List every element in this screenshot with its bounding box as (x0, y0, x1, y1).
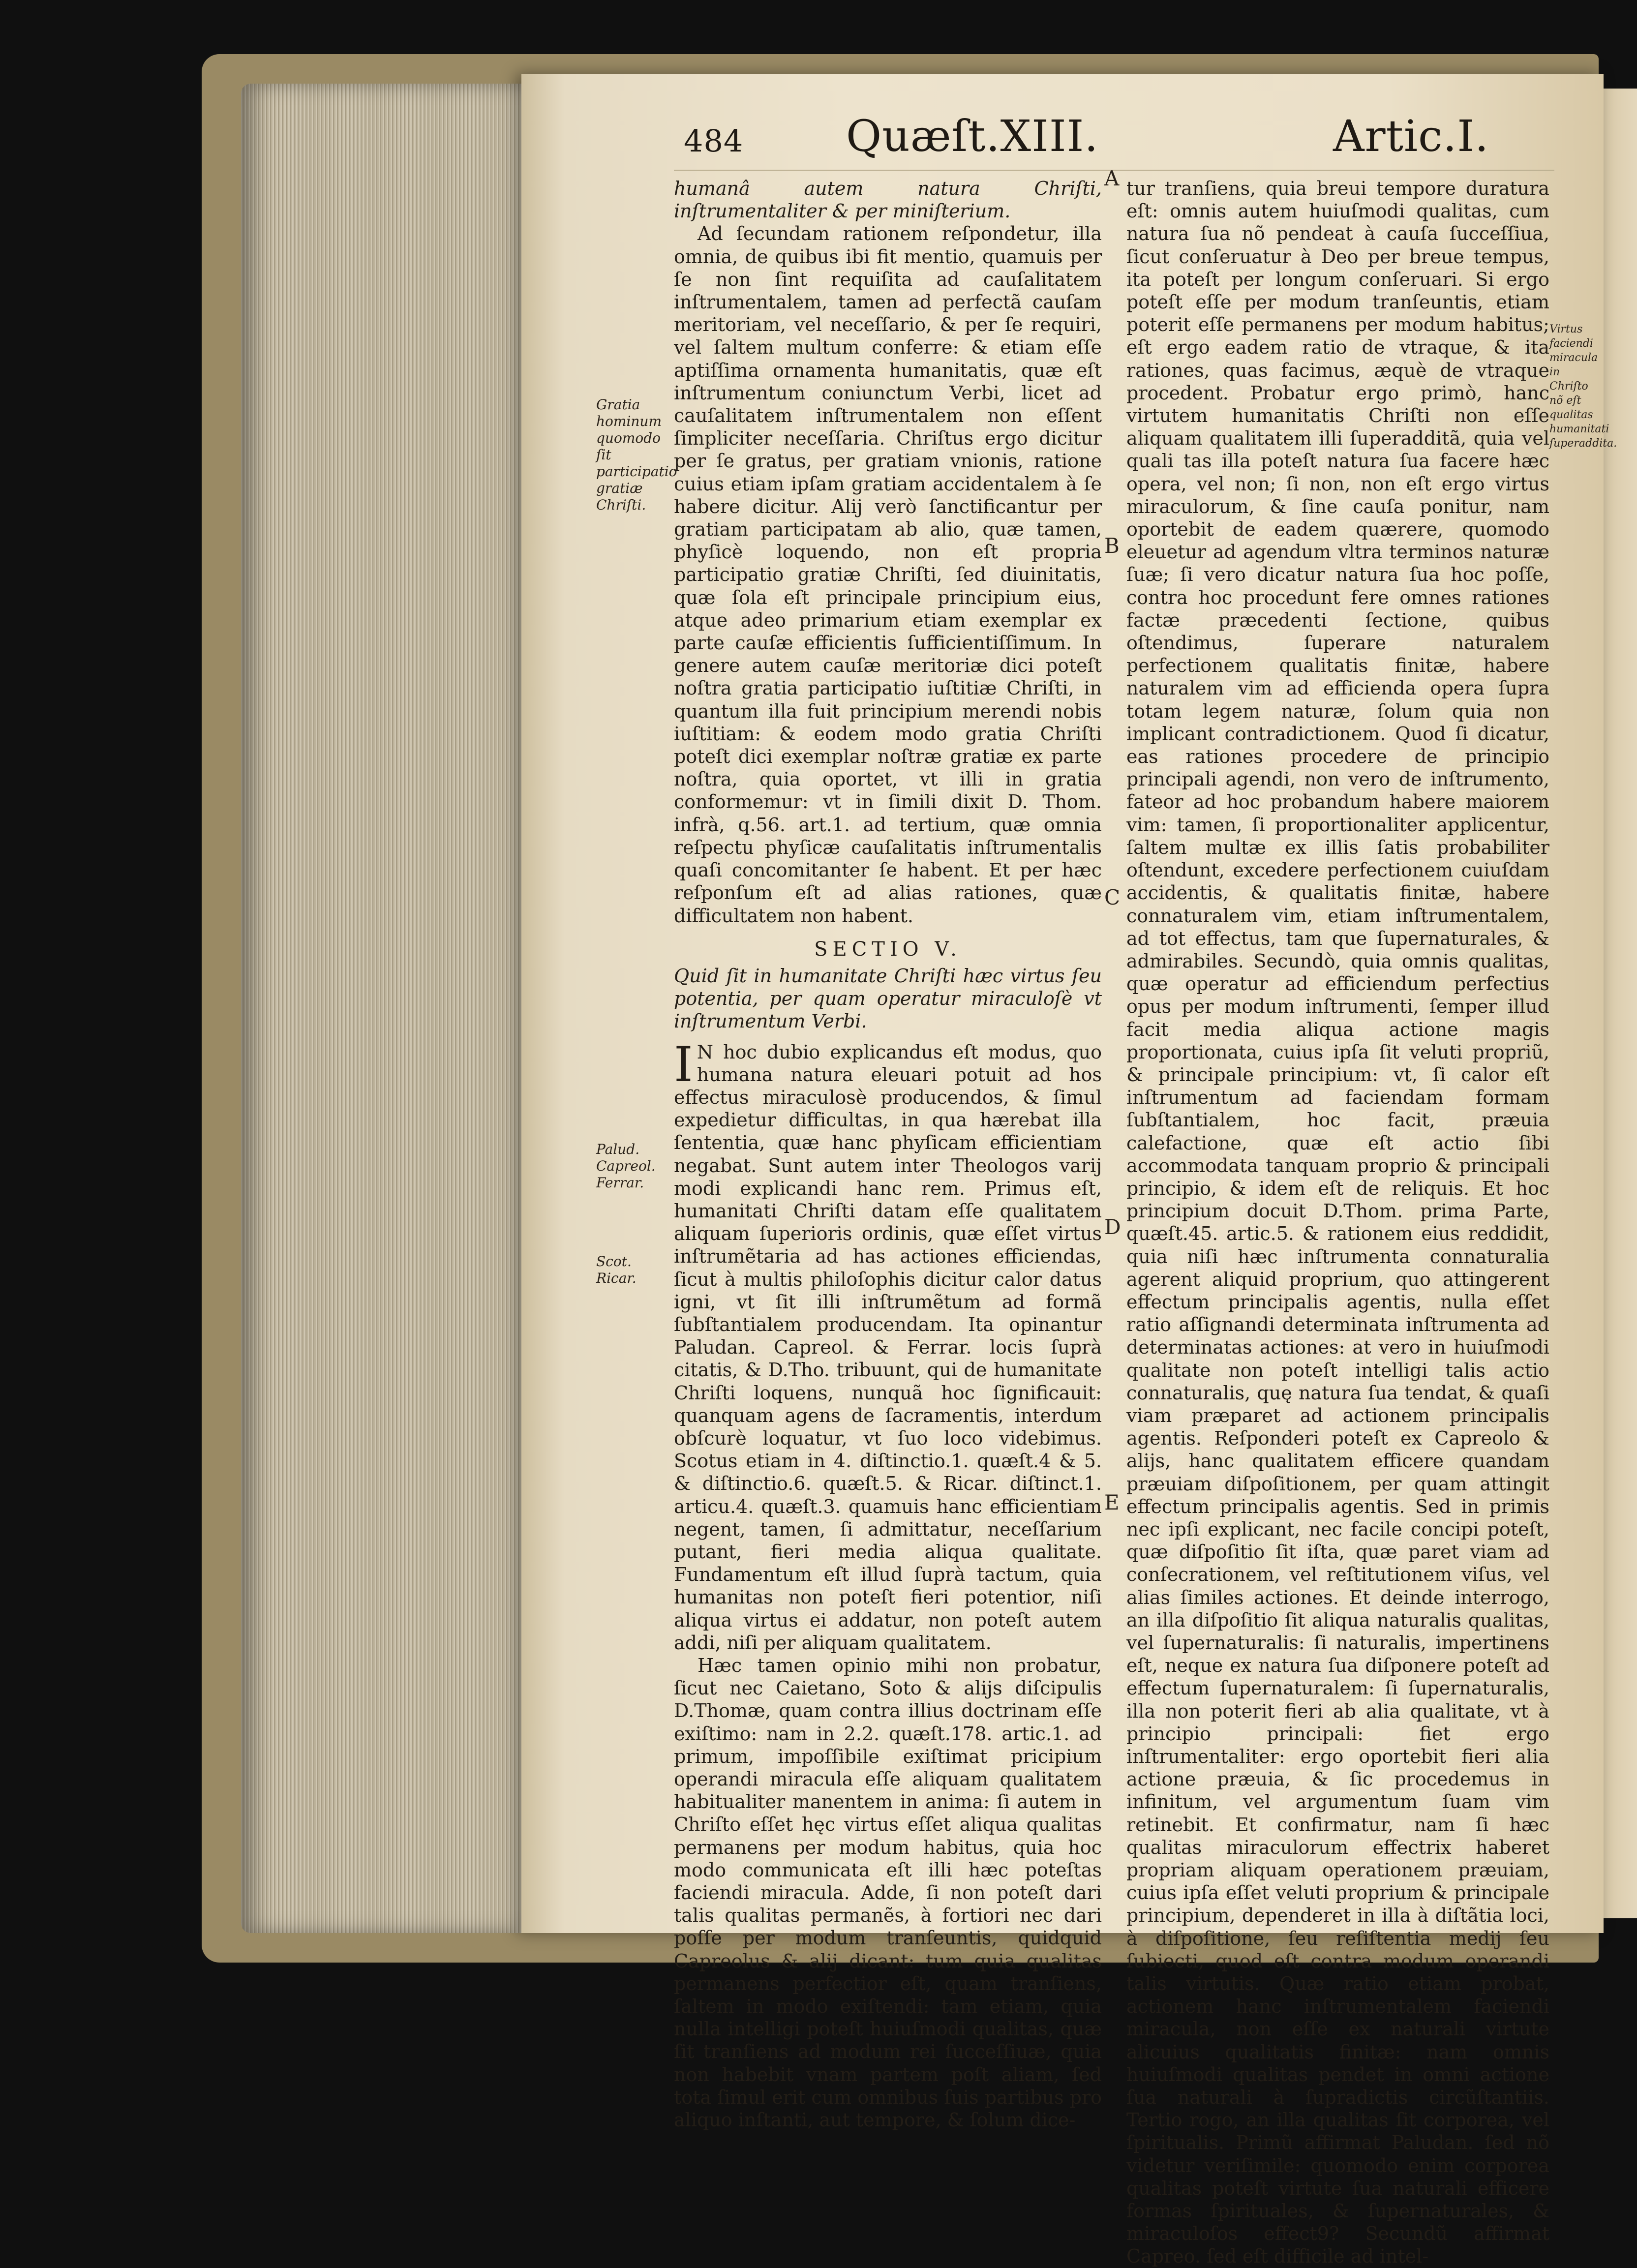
question-heading: Quæſt.XIII. (846, 111, 1099, 161)
paragraph-ad-secundam: Ad ſecundam rationem reſpondetur, illa omnia, de quibus ibi fit mentio, quamuis per ſe non ſint requiſita ad cauſalitatem inſtrumentalem, tamen ad perfectã cauſam meritoriam, vel neceſſario, & per ſe requiri, vel ſaltem multum conferre: & etiam eſſe aptiſſima ornamenta humanitatis, quæ eſt inſtrumentum coniunctum Verbi, licet ad cauſalitatem inſtrumentalem non eſſent ſimpliciter neceſſaria. Chriſtus ergo dicitur per ſe gratus, per gratiam vnionis, ratione cuius etiam ipſam gratiam accidentalem à ſe habere dicitur. Alij verò ſanctificantur per gratiam participatam ab alio, quæ tamen, phyſicè loquendo, non eſt propria participatio gratiæ Chriſti, ſed diuinitatis, quæ ſola eſt principale principium eius, atque adeo primarium etiam exemplar ex parte cauſæ efficientis ſufficientiſſimum. In genere autem cauſæ meritoriæ dici poteſt noſtra gratia participatio iuſtitiæ Chriſti, in quantum illa fuit principium merendi nobis iuſtitiam: & eodem modo gratia Chriſti poteſt dici exemplar noſtræ gratiæ ex parte noſtra, quia oportet, vt illi in gratia conformemur: vt in ſimili dixit D. Thom. infrà, q.56. art.1. ad tertium, quæ omnia reſpectu phyſicæ cauſalitatis inſtrumentalis quaſi concomitanter ſe habent. Et per hæc reſponſum eſt ad alias rationes, quæ difficultatem non habent. (674, 223, 1102, 927)
section-question: Quid ſit in humanitate Chriſti hæc virtus ſeu potentia, per quam operatur miraculoſè vt inſtrumentum Verbi. (674, 965, 1102, 1032)
margin-note-paludan: Palud. Capreol. Ferrar. (596, 1141, 656, 1191)
column-marker-c: C (1104, 885, 1121, 909)
left-text-column (674, 177, 1102, 2131)
column-marker-e: E (1104, 1490, 1120, 1514)
margin-note-scot: Scot. Ricar. (596, 1253, 637, 1286)
paragraph-haec-tamen: Hæc tamen opinio mihi non probatur, ſicut nec Caietano, Soto & alijs diſcipulis D.Thomæ, quam contra illius doctrinam eſſe exiſtimo: nam in 2.2. quæſt.178. artic.1. ad primum, impoſſibile exiſtimat pricipium operandi miracula eſſe aliquam qualitatem habitualiter manentem in anima: ſi autem in Chriſto eſſet hęc virtus eſſet aliqua qualitas permanens per modum habitus, quia hoc modo communicata eſt illi hæc poteſtas faciendi miracula. Adde, ſi non poteſt dari talis qualitas permanẽs, à fortiori nec dari poſſe per modum tranſeuntis, quidquid Capreolus & alij dicant: tum quia qualitas permanens perfectior eſt, quam tranſiens, ſaltem in modo exiſtendi: tam etiam, quia nulla intelligi poteſt huiuſmodi qualitas, quæ ſit tranſiens ad modum rei ſucceſſiuæ, quia non habebit vnam partem poſt aliam, ſed tota ſimul erit cum omnibus ſuis partibus pro aliquo inſtanti, aut tempore, & ſolum dice- (674, 1655, 1102, 2131)
page-edges (241, 84, 531, 1933)
opening-paragraph: humanâ autem natura Chriſti, inſtrumentaliter & per miniſterium. (674, 178, 1102, 222)
margin-note-virtus: Virtus faciendi miracula in Chriſto nõ eſt qualitas humanitati ſuperaddita. (1549, 323, 1617, 450)
initial-letter: I (674, 1036, 693, 1093)
paragraph-in-hoc-text: N hoc dubio explicandus eſt modus, quo humana natura eleuari potuit ad hos effectus miraculosè producendos, & ſimul expedietur difficultas, in qua hærebat illa ſententia, quæ hanc phyſicam efficientiam negabat. Sunt autem inter Theologos varij modi explicandi hanc rem. Primus eſt, humanitati Chriſti datam eſſe qualitatem aliquam ſuperioris ordinis, quæ eſſet virtus inſtrumẽtaria ad has actiones efficiendas, ſicut à multis philoſophis dicitur calor datus igni, vt ſit illi inſtrumẽtum ad formã ſubſtantialem producendam. Ita opinantur Paludan. Capreol. & Ferrar. locis ſuprà citatis, & D.Tho. tribuunt, qui de humanitate Chriſti loquens, nunquã hoc ſignificauit: quanquam agens de ſacramentis, interdum obſcurè loquatur, vt ſuo loco videbimus. Scotus etiam in 4. diſtinctio.1. quæſt.4 & 5. & diſtinctio.6. quæſt.5. & Ricar. diſtinct.1. articu.4. quæſt.3. quamuis hanc efficientiam negent, tamen, ſi admittatur, neceſſarium putant, fieri media aliqua qualitate. Fundamentum eſt illud ſuprà tactum, quia humanitas non poteſt fieri potentior, niſi aliqua virtus ei addatur, non poteſt autem addi, niſi per aliquam qualitatem. (674, 1041, 1102, 1654)
right-column-text: tur tranſiens, quia breui tempore duratura eſt: omnis autem huiuſmodi qualitas, cum natura ſua nõ pendeat à cauſa ſucceſſiua, ſicut conſeruatur à Deo per breue tempus, ita poteſt per longum conſeruari. Si ergo poteſt eſſe per modum tranſeuntis, etiam poterit eſſe permanens per modum habitus; eſt ergo eadem ratio de vtraque, & ita rationes, quas facimus, æquè de vtraque procedent. Probatur ergo primò, hanc virtutem humanitatis Chriſti non eſſe aliquam qualitatem illi ſuperadditã, quia vel quali tas illa poteſt natura ſua facere hæc opera, vel non; ſi non, non eſt ergo virtus miraculorum, & ſine cauſa ponitur, nam oportebit de eadem quærere, quomodo eleuetur ad agendum vltra terminos naturæ ſuæ; ſi vero dicatur natura ſua hoc poſſe, contra hoc procedunt fere omnes rationes factæ præcedenti ſectione, quibus oſtendimus, ſuperare naturalem perfectionem qualitatis finitæ, habere naturalem vim ad efficienda opera ſupra totam legem naturæ, ſolum quia non implicant contradictionem. Quod ſi dicatur, eas rationes procedere de principio principali agendi, non vero de inſtrumento, fateor ad hoc probandum habere maiorem vim: tamen, ſi proportionaliter applicentur, ſaltem multæ ex illis ſatis probabiliter oſtendunt, excedere perfectionem cuiuſdam accidentis, & qualitatis finitæ, habere connaturalem vim, etiam inſtrumentalem, ad tot effectus, tam que ſupernaturales, & admirabiles. Secundò, quia omnis qualitas, quæ operatur ad efficiendum perfectius opus per modum inſtrumenti, ſemper illud facit media aliqua actione magis proportionata, cuius ipſa ſit veluti propriũ, & principale principium: vt, ſi calor eſt inſtrumentum ad faciendam formam ſubſtantialem, hoc facit, præuia calefactione, quæ eſt actio ſibi accommodata tanquam proprio & principali principio, & idem eſt de reliquis. Et hoc principium docuit D.Thom. prima Parte, quæſt.45. artic.5. & rationem eius reddidit, quia niſi hæc inſtrumenta connaturalia agerent aliquid proprium, quo attingerent effectum principalis agentis, nulla eſſet ratio aſſignandi determinata inſtrumenta ad determinatas actiones: at vero in huiuſmodi qualitate non poteſt intelligi talis actio connaturalis, quę natura ſua tendat, & quaſi viam præparet ad actionem principalis agentis. Reſponderi poteſt ex Capreolo & alijs, hanc qualitatem efficere quandam præuiam diſpoſitionem, per quam attingit effectum principalis agentis. Sed in primis nec ipſi explicant, nec facile concipi poteſt, quæ diſpoſitio ſit iſta, quæ paret viam ad conſecrationem, vel reſtitutionem viſus, vel alias ſimiles actiones. Et deinde interrogo, an illa diſpoſitio ſit aliqua naturalis qualitas, vel ſupernaturalis: ſi naturalis, impertinens eſt, neque ex natura ſua diſponere poteſt ad effectum ſupernaturalem: ſi ſupernaturalis, illa non poterit fieri ab alia qualitate, vt à principio principali: fiet ergo inſtrumentaliter: ergo oportebit fieri alia actione præuia, & ſic procedemus in infinitum, vel argumentum ſuam vim retinebit. Et confirmatur, nam ſi hæc qualitas miraculorum effectrix haberet propriam aliquam operationem præuiam, cuius ipſa eſſet veluti proprium & principale principium, dependeret in illa à diſtãtia loci, à diſpoſitione, ſeu reſiſtentia medij ſeu ſubiecti, quod eſt contra modum operandi talis virtutis. Quæ ratio etiam probat, actionem hanc inſtrumentalem faciendi miracula, non eſſe ex naturali virtute alicuius qualitatis finitæ: nam omnis huiuſmodi qualitas pendet in omni actione ſua naturali à ſupradictis circũſtantiis. Tertio rogo, an illa qualitas ſit corporea, vel ſpiritualis. Primũ affirmat Paludan. ſed nõ videtur veriſimile: quomodo enim corporea qualitas poteſt virtute ſua naturali efficere formas ſpirituales, & ſupernaturales, & miraculoſos effect9? Secundũ affirmat Capreo. ſed eſt difficile ad intel- (1126, 178, 1549, 2268)
paragraph-in-hoc (674, 1036, 1102, 1654)
right-text-column (1126, 177, 1549, 2268)
column-marker-b: B (1104, 534, 1120, 558)
article-heading: Artic.I. (1333, 111, 1489, 161)
page-number: 484 (684, 123, 744, 159)
section-title: SECTIO V. (814, 937, 962, 961)
margin-note-gratia: Gratia hominum quomodo ſit participatio gratiæ Chriſti. (596, 396, 677, 513)
column-marker-a: A (1104, 166, 1120, 190)
column-marker-d: D (1104, 1215, 1121, 1239)
